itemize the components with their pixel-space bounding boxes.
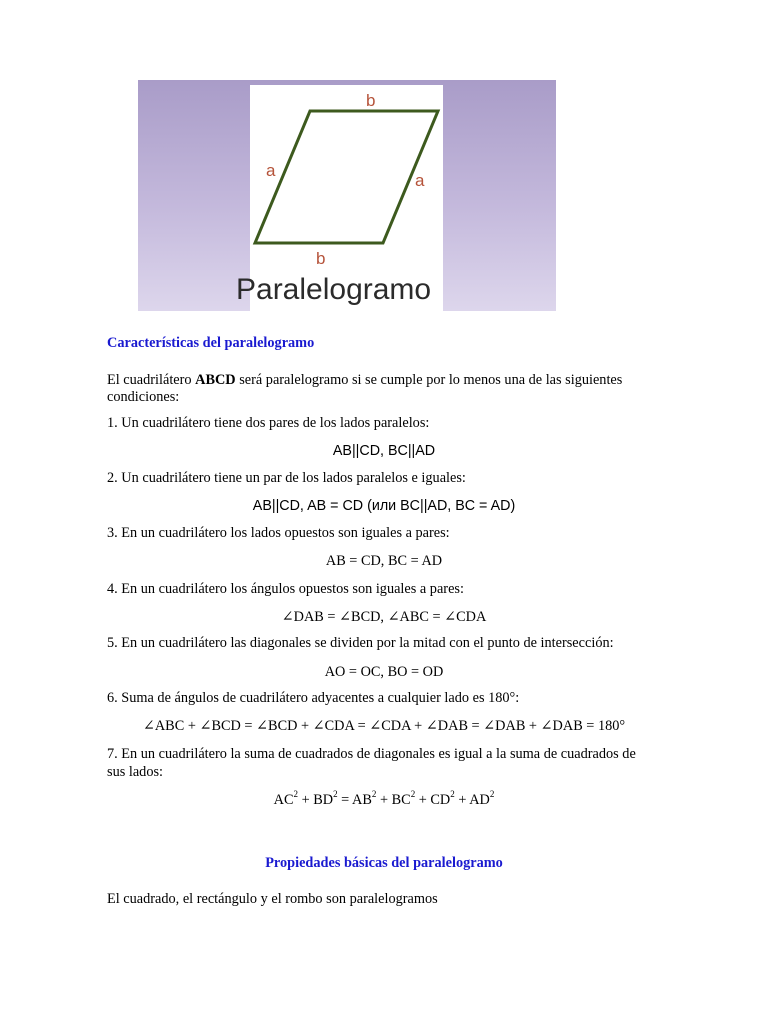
condition-7-formula: $AC^2 + BD^2 = AB^2 + BC^2 + CD^2 + AD^2$ [273, 789, 495, 808]
condition-7-text-line1: 7. En un cuadrilátero la suma de cuadrados de diagonales es igual a la suma de cuadrados de [107, 746, 636, 762]
condition-3-text: 3. En un cuadrilátero los lados opuestos son iguales a pares: [107, 525, 450, 541]
quadrilateral-name: ABCD [195, 372, 236, 388]
label-side-top: b [366, 91, 376, 110]
section-heading-basic-properties: Propiedades básicas del paralelogramo [265, 855, 503, 871]
condition-3-formula: AB = CD, BC = AD [325, 553, 443, 569]
label-side-bottom: b [316, 249, 326, 268]
figure-caption: Paralelogramo [236, 273, 432, 306]
parallelogram-figure [138, 80, 556, 311]
condition-6-formula: ∠ABC + ∠BCD = ∠BCD + ∠CDA = ∠CDA + ∠DAB = ∠DAB + ∠DAB = 180° [142, 718, 626, 734]
condition-4-text: 4. En un cuadrilátero los ángulos opuestos son iguales a pares: [107, 581, 464, 597]
intro-paragraph-line2: condiciones: [107, 389, 180, 405]
condition-4-formula: ∠DAB = ∠BCD, ∠ABC = ∠CDA [281, 609, 487, 625]
condition-6-text: 6. Suma de ángulos de cuadrilátero adyacentes a cualquier lado es 180°: [107, 690, 520, 706]
intro-paragraph-line1: El cuadrilátero ABCD será paralelogramo si se cumple por lo menos una de las siguientes [107, 372, 623, 388]
section-heading-characteristics: Características del paralelogramo [107, 335, 315, 351]
condition-5-text: 5. En un cuadrilátero las diagonales se dividen por la mitad con el punto de intersección: [107, 635, 614, 651]
condition-2-text: 2. Un cuadrilátero tiene un par de los lados paralelos e iguales: [107, 470, 466, 486]
parallelogram-shape [255, 111, 438, 243]
parallelogram-diagram [138, 80, 556, 311]
condition-2-formula: AB||CD, AB = CD (или BC||AD, BC = AD) [252, 498, 516, 514]
label-side-left: a [266, 161, 276, 180]
basic-properties-text: El cuadrado, el rectángulo y el rombo son paralelogramos [107, 891, 438, 907]
condition-1-text: 1. Un cuadrilátero tiene dos pares de los lados paralelos: [107, 415, 430, 431]
label-side-right: a [415, 171, 425, 190]
condition-5-formula: AO = OC, BO = OD [324, 664, 444, 680]
condition-1-formula: AB||CD, BC||AD [332, 443, 436, 459]
condition-7-text-line2: sus lados: [107, 764, 164, 780]
